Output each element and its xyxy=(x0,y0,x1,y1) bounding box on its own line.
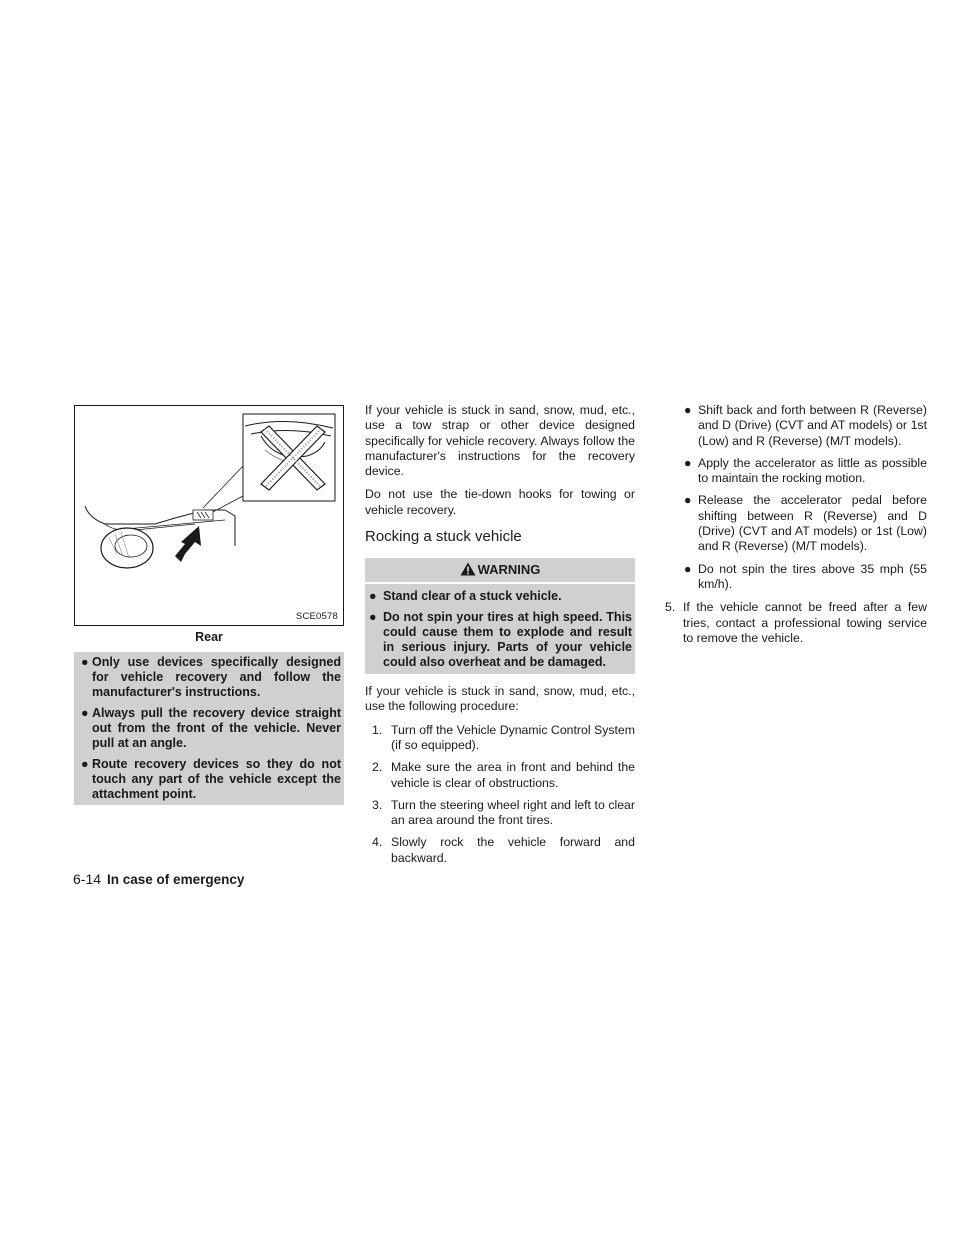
step-bullet: ● Shift back and forth between R (Reverse) and D (Drive) (CVT and AT models) or 1st (Low) and R (Reverse) (M/T models). xyxy=(684,403,927,448)
bullet-icon: ● xyxy=(684,403,692,417)
bullet-icon: ● xyxy=(369,589,377,604)
warning-bullet: ● Do not spin your tires at high speed. This could cause them to explode and result in serious injury. Parts of your vehicle could also overheat and be damaged. xyxy=(369,610,632,670)
bullet-icon: ● xyxy=(684,561,692,576)
page-footer xyxy=(73,871,244,887)
recovery-warning-box xyxy=(74,652,344,805)
bullet-icon: ● xyxy=(81,655,89,669)
bullet-icon: ● xyxy=(81,706,89,720)
section-title: In case of emergency xyxy=(107,872,245,887)
procedure-step: 1. Turn off the Vehicle Dynamic Control System (if so equipped). xyxy=(372,722,635,752)
bullet-icon: ● xyxy=(684,455,692,470)
rocking-warning-box xyxy=(365,558,635,674)
page-number: 6-14 xyxy=(73,871,102,887)
procedure-step: 4. Slowly rock the vehicle forward and backward. xyxy=(372,835,635,865)
warning-bullet: ● Only use devices specifically designed for vehicle recovery and follow the manufacturer's instructions. xyxy=(81,655,341,699)
warning-bullet: ● Route recovery devices so they do not touch any part of the vehicle except the attachment point. xyxy=(81,757,341,801)
pull-direction-arrow-icon xyxy=(175,526,201,562)
warning-triangle-icon xyxy=(460,562,476,576)
paragraph-procedure-intro: If your vehicle is stuck in sand, snow, mud, etc., use the following procedure: xyxy=(365,684,635,714)
warning-bullet: ● Stand clear of a stuck vehicle. xyxy=(369,589,562,604)
figure-code: SCE0578 xyxy=(295,611,338,622)
warning-header xyxy=(365,558,635,584)
warning-title: WARNING xyxy=(477,562,541,578)
right-column xyxy=(665,403,927,646)
bullet-icon: ● xyxy=(684,493,692,508)
step-bullet: ● Do not spin the tires above 35 mph (55 km/h). xyxy=(684,561,927,591)
figure-caption: Rear xyxy=(195,630,223,644)
procedure-step: 3. Turn the steering wheel right and left to clear an area around the front tires. xyxy=(372,797,635,828)
bullet-icon: ● xyxy=(81,757,89,771)
section-heading: Rocking a stuck vehicle xyxy=(365,528,522,546)
rear-recovery-illustration xyxy=(74,405,344,626)
warning-bullet: ● Always pull the recovery device straight out from the front of the vehicle. Never pull at an angle. xyxy=(81,706,341,750)
procedure-steps xyxy=(365,723,635,866)
middle-column xyxy=(365,403,635,873)
step-bullet: ● Apply the accelerator as little as possible to maintain the rocking motion. xyxy=(684,455,927,486)
step-bullet: ● Release the accelerator pedal before shifting between R (Reverse) and D (Drive) (CVT and AT models) or 1st (Low) and R (Reverse) (M/T models). xyxy=(684,493,927,554)
bullet-icon: ● xyxy=(369,610,377,625)
vehicle-rear-drawing xyxy=(75,406,343,625)
procedure-step: 2. Make sure the area in front and behind the vehicle is clear of obstructions. xyxy=(372,760,635,790)
left-column xyxy=(74,405,344,805)
procedure-step: 5. If the vehicle cannot be freed after a few tries, contact a professional towing service to remove the vehicle. xyxy=(665,600,927,645)
paragraph-tie-down: Do not use the tie-down hooks for towing or vehicle recovery. xyxy=(365,487,635,517)
paragraph-stuck-vehicle: If your vehicle is stuck in sand, snow, mud, etc., use a tow strap or other device designed specifically for vehicle recovery. Always follow the manufacturer's instructions for the recovery device. xyxy=(365,403,635,479)
